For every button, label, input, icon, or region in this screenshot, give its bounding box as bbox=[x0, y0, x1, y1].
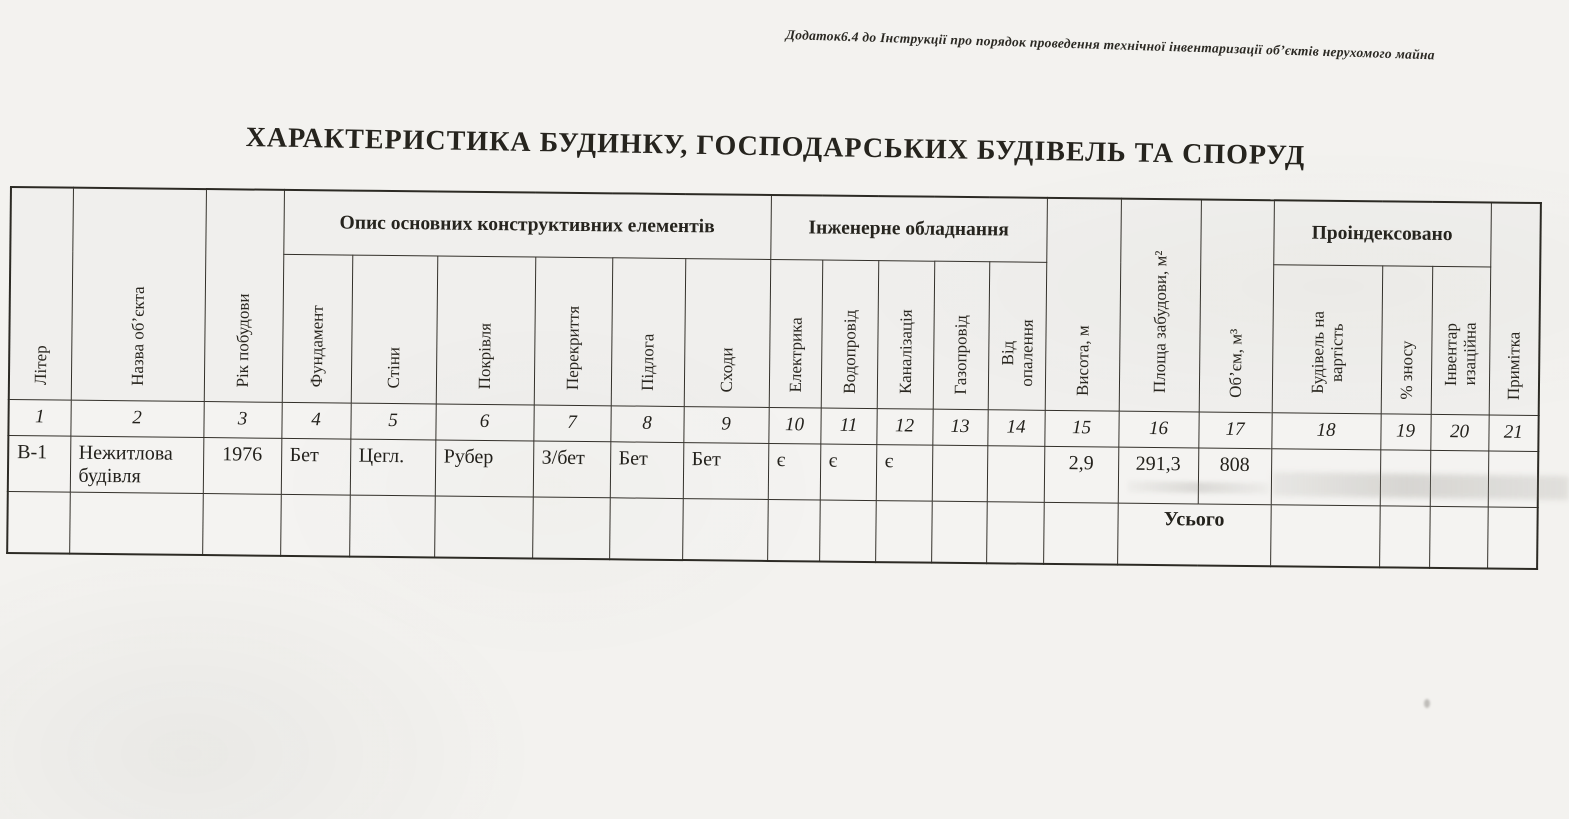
total-row-cell bbox=[202, 493, 281, 556]
col-header-inventory bbox=[1431, 266, 1491, 415]
col-header-sewerage bbox=[877, 260, 935, 409]
total-row-cell bbox=[875, 500, 932, 563]
characteristics-table bbox=[6, 186, 1542, 570]
cell-ceiling: З/бет bbox=[533, 440, 611, 497]
col-header-year bbox=[204, 189, 284, 402]
colnum-18: 18 bbox=[1271, 412, 1380, 449]
total-row-cell bbox=[434, 495, 533, 558]
col-header-name bbox=[71, 188, 206, 401]
col-header-area bbox=[1119, 199, 1201, 412]
scan-smudge bbox=[1272, 472, 1569, 500]
col-header-floor bbox=[611, 257, 686, 406]
total-row-cell bbox=[931, 501, 987, 564]
col-header-stairs bbox=[684, 258, 771, 407]
cell-foundation: Бет bbox=[281, 438, 351, 495]
total-row-cell bbox=[767, 499, 820, 562]
col-header-heating bbox=[988, 261, 1047, 410]
colnum-10: 10 bbox=[768, 407, 820, 444]
col-header-height-label: Висота, м bbox=[1072, 324, 1093, 396]
colnum-11: 11 bbox=[820, 408, 876, 445]
col-header-roofing-label: Покрівля bbox=[475, 323, 496, 390]
colnum-8: 8 bbox=[610, 405, 683, 442]
total-row-cell bbox=[280, 494, 350, 557]
total-row-cell bbox=[69, 492, 203, 555]
total-row-cell bbox=[1043, 502, 1118, 565]
col-header-foundation-label: Фундамент bbox=[306, 305, 327, 388]
col-header-heating-label: Від опалення bbox=[997, 318, 1037, 387]
total-row-cell bbox=[1429, 506, 1488, 569]
colnum-1: 1 bbox=[8, 399, 70, 436]
colnum-4: 4 bbox=[281, 402, 350, 439]
scan-speck bbox=[1424, 699, 1430, 708]
total-row-cell bbox=[1379, 505, 1430, 568]
colnum-12: 12 bbox=[876, 408, 932, 445]
colnum-20: 20 bbox=[1430, 414, 1488, 451]
total-label-cell: Усього bbox=[1117, 503, 1271, 567]
col-header-sewerage-label: Каналізація bbox=[895, 309, 916, 394]
col-header-note bbox=[1489, 203, 1541, 416]
cell-roofing: Рубер bbox=[435, 439, 534, 496]
col-header-wear-label: % зносу bbox=[1396, 340, 1417, 400]
colnum-6: 6 bbox=[435, 403, 533, 440]
col-header-floor-label: Підлога bbox=[637, 333, 658, 392]
col-header-walls-label: Стіни bbox=[383, 346, 404, 389]
total-row-cell bbox=[609, 497, 683, 560]
colnum-15: 15 bbox=[1044, 410, 1118, 447]
colnum-17: 17 bbox=[1198, 411, 1271, 448]
cell-heating bbox=[987, 445, 1045, 502]
col-header-gas-label: Газопровід bbox=[950, 314, 971, 395]
colnum-3: 3 bbox=[203, 401, 281, 438]
cell-stairs: Бет bbox=[683, 442, 769, 499]
group-header-engineering: Інженерне обладнання bbox=[770, 195, 1047, 262]
col-header-electricity bbox=[769, 259, 823, 408]
colnum-14: 14 bbox=[987, 409, 1044, 446]
cell-walls: Цегл. bbox=[350, 439, 436, 496]
col-header-liter-label: Літер bbox=[30, 344, 51, 385]
col-header-stairs-label: Сходи bbox=[716, 346, 737, 393]
total-row-cell bbox=[1270, 504, 1380, 567]
col-header-year-label: Рік побудови bbox=[233, 292, 254, 388]
cell-volume: 808 bbox=[1198, 447, 1272, 504]
total-row-cell bbox=[819, 499, 876, 562]
cell-floor: Бет bbox=[610, 441, 684, 498]
cell-electricity: є bbox=[768, 443, 821, 500]
col-header-height bbox=[1045, 198, 1121, 411]
col-header-inventory-label: Інвентар изаційна bbox=[1441, 321, 1480, 386]
total-row-cell bbox=[1487, 506, 1538, 569]
cell-sewerage: є bbox=[876, 444, 933, 501]
col-header-volume bbox=[1199, 199, 1274, 412]
col-header-indexed-value-label: Будівель на вартість bbox=[1307, 310, 1347, 394]
total-row-cell bbox=[349, 495, 435, 558]
cell-name: Нежитлова будівля bbox=[70, 436, 204, 493]
page-title: ХАРАКТЕРИСТИКА БУДИНКУ, ГОСПОДАРСЬКИХ БУДІВЕЛЬ ТА СПОРУД bbox=[245, 122, 1306, 172]
col-header-name-label: Назва об’єкта bbox=[127, 286, 148, 386]
group-header-indexed: Проіндексовано bbox=[1273, 200, 1491, 266]
cell-year: 1976 bbox=[203, 437, 282, 494]
colnum-13: 13 bbox=[932, 409, 987, 446]
col-header-ceiling-label: Перекриття bbox=[562, 306, 583, 391]
col-header-roofing bbox=[436, 255, 536, 404]
col-header-walls bbox=[351, 255, 438, 404]
col-header-area-label: Площа забудови, м² bbox=[1149, 250, 1170, 393]
col-header-volume-label: Об’єм, м³ bbox=[1225, 328, 1246, 398]
col-header-note-label: Примітка bbox=[1504, 331, 1524, 401]
total-row-cell bbox=[532, 496, 610, 559]
cell-height: 2,9 bbox=[1044, 446, 1119, 503]
total-row-cell bbox=[7, 491, 70, 554]
cell-area: 291,3 bbox=[1118, 447, 1199, 504]
scan-smudge bbox=[1128, 481, 1268, 494]
colnum-9: 9 bbox=[683, 406, 768, 443]
col-header-ceiling bbox=[534, 257, 613, 406]
cell-water: є bbox=[820, 444, 877, 501]
col-header-water bbox=[821, 260, 879, 409]
colnum-16: 16 bbox=[1118, 411, 1198, 448]
characteristics-table-wrapper bbox=[6, 186, 1542, 570]
col-header-electricity-label: Електрика bbox=[785, 317, 806, 393]
cell-liter: В-1 bbox=[8, 435, 71, 492]
colnum-19: 19 bbox=[1380, 413, 1430, 450]
colnum-5: 5 bbox=[350, 403, 435, 440]
colnum-7: 7 bbox=[533, 404, 610, 441]
total-row-cell bbox=[986, 501, 1044, 564]
col-header-foundation bbox=[282, 254, 353, 403]
cell-gas bbox=[932, 445, 988, 502]
total-row-cell bbox=[682, 498, 768, 561]
group-header-construction: Опис основних конструктивних елементів bbox=[283, 190, 771, 259]
colnum-2: 2 bbox=[70, 400, 203, 437]
col-header-water-label: Водопровід bbox=[839, 309, 860, 394]
col-header-gas bbox=[933, 261, 990, 410]
appendix-note: Додаток6.4 до Інструкції про порядок проведення технічної інвентаризації об’єктів нерухомого майна bbox=[785, 27, 1436, 63]
colnum-21: 21 bbox=[1488, 414, 1538, 451]
col-header-wear bbox=[1381, 265, 1433, 414]
col-header-liter bbox=[9, 187, 73, 400]
col-header-indexed-value bbox=[1272, 264, 1383, 413]
